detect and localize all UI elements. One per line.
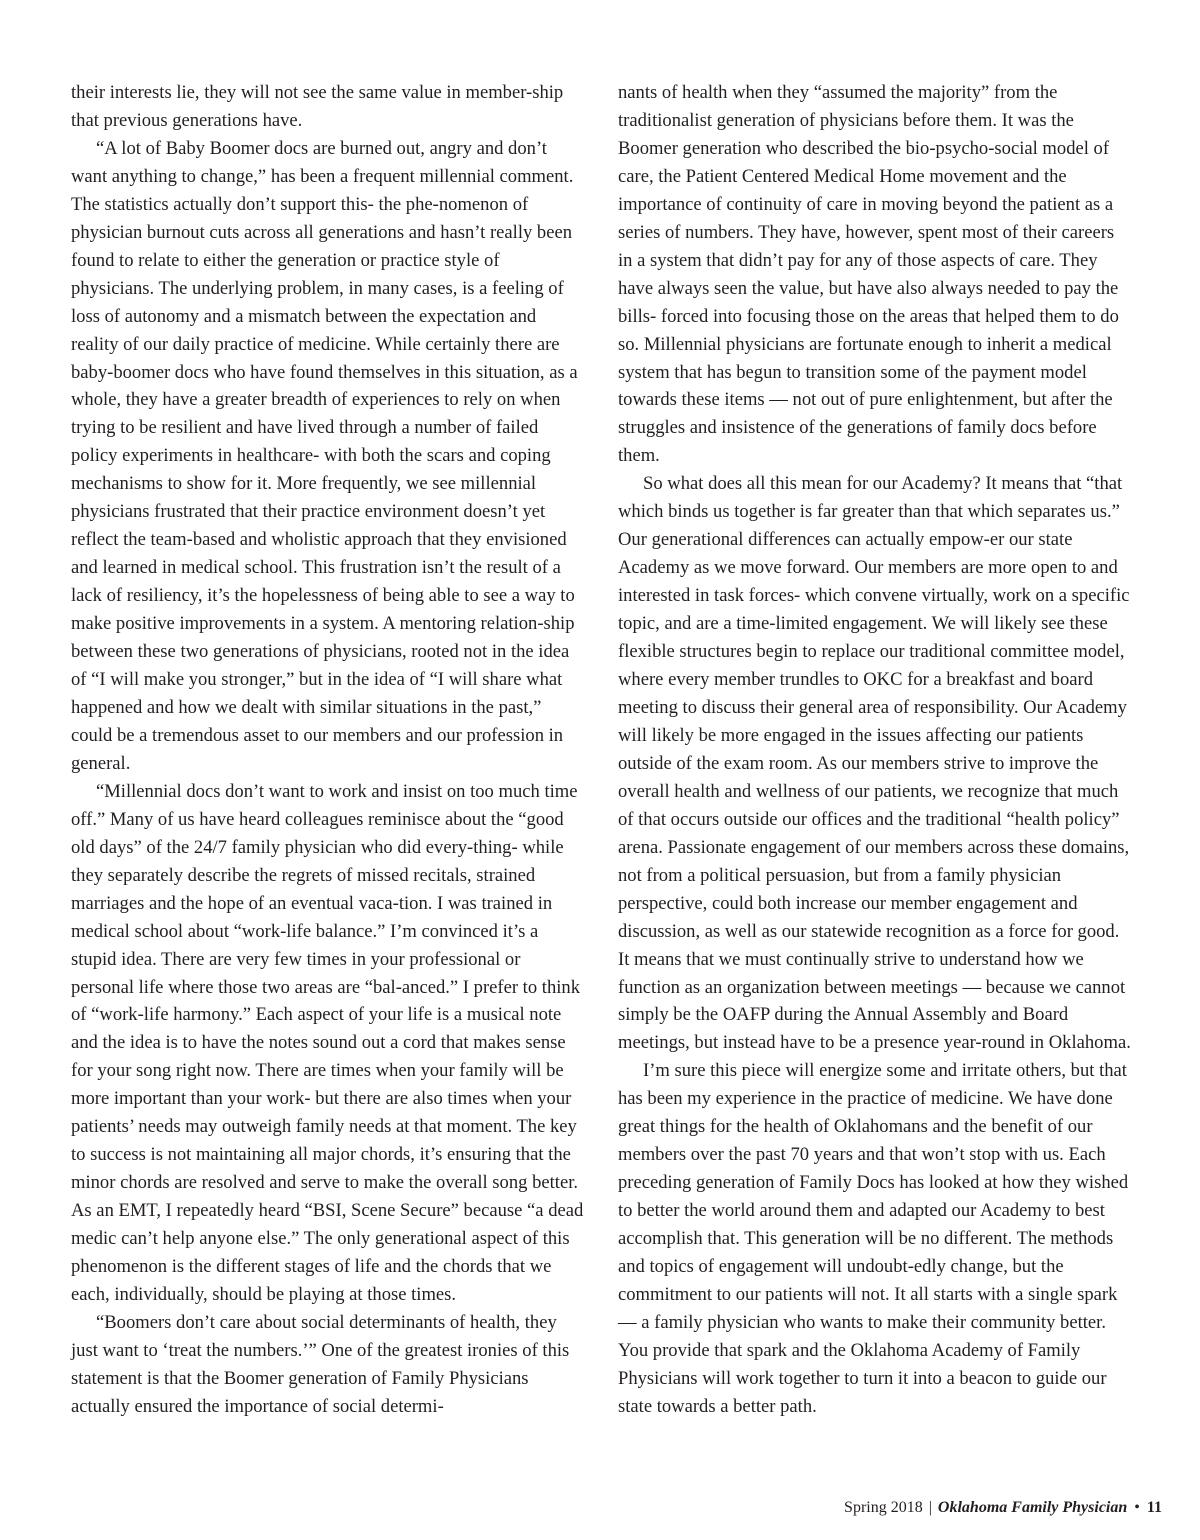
page-number: 11 <box>1146 1499 1162 1516</box>
paragraph: “Boomers don’t care about social determinants of health, they just want to ‘treat the numbers.’” One of the greatest ironies of this statement is that the Boomer generation of Family Physicians actually ensured the importance of social determi- <box>71 1311 570 1417</box>
footer-separator: | <box>928 1499 932 1516</box>
issue-date: Spring 2018 <box>844 1499 923 1516</box>
article-column-left <box>71 79 585 1421</box>
paragraph: “A lot of Baby Boomer docs are burned out, angry and don’t want anything to change,” has been a frequent millennial comment. The statistics actually don’t support this- the phe-nomenon of physician burnout cuts across all generations and hasn’t really been found to relate to either the generation or practice style of physicians. The underlying problem, in many cases, is a feeling of loss of autonomy and a mismatch between the expectation and reality of our daily practice of medicine. While certainly there are baby-boomer docs who have found themselves in this situation, as a whole, they have a greater breadth of experiences to rely on when trying to be resilient and have lived through a number of failed policy experiments in healthcare- with both the scars and coping mechanisms to show for it. More frequently, we see millennial physicians frustrated that their practice environment doesn’t yet reflect the team-based and wholistic approach that they envisioned and learned in medical school. This frustration isn’t the result of a lack of resiliency, it’s the hopelessness of being able to see a way to make positive improvements in a system. A mentoring relation-ship between these two generations of physicians, rooted not in the idea of “I will make you stronger,” but in the idea of “I will share what happened and how we dealt with similar situations in the past,” could be a tremendous asset to our members and our profession in general. <box>71 137 578 774</box>
article-column-right <box>618 79 1132 1421</box>
page-footer <box>844 1497 1162 1519</box>
paragraph: So what does all this mean for our Academy? It means that “that which binds us together is far greater than that which separates us.” Our generational differences can actually empow-er our state Academy as we move forward. Our members are more open to and interested in task forces- which convene virtually, work on a specific topic, and are a time-limited engagement. We will likely see these flexible structures begin to replace our traditional committee model, where every member trundles to OKC for a breakfast and board meeting to discuss their general area of responsibility. Our Academy will likely be more engaged in the issues affecting our patients outside of the exam room. As our members strive to improve the overall health and wellness of our patients, we recognize that much of that occurs outside our offices and the traditional “health policy” arena. Passionate engagement of our members across these domains, not from a political persuasion, but from a family physician perspective, could both increase our member engagement and discussion, as well as our statewide recognition as a force for good. It means that we must continually strive to understand how we function as an organization between meetings — because we cannot simply be the OAFP during the Annual Assembly and Board meetings, but instead have to be a presence year-round in Oklahoma. <box>618 473 1131 1054</box>
paragraph: I’m sure this piece will energize some and irritate others, but that has been my experience in the practice of medicine. We have done great things for the health of Oklahomans and the benefit of our members over the past 70 years and that won’t stop with us. Each preceding generation of Family Docs has looked at how they wished to better the world around them and adapted our Academy to best accomplish that. This generation will be no different. The methods and topics of engagement will undoubt-edly change, but the commitment to our patients will not. It all starts with a single spark — a family physician who wants to make their community better. You provide that spark and the Oklahoma Academy of Family Physicians will work together to turn it into a beacon to guide our state towards a better path. <box>618 1060 1129 1417</box>
paragraph: nants of health when they “assumed the majority” from the traditionalist generation of physicians before them. It was the Boomer generation who described the bio-psycho-social model of care, the Patient Centered Medical Home movement and the importance of continuity of care in moving beyond the patient as a series of numbers. They have, however, spent most of their careers in a system that didn’t pay for any of those aspects of care. They have always seen the value, but have also always needed to pay the bills- forced into focusing those on the areas that helped them to do so. Millennial physicians are fortunate enough to inherit a medical system that has begun to transition some of the payment model towards these items — not out of pure enlightenment, but after the struggles and insistence of the generations of family docs before them. <box>618 82 1119 467</box>
footer-bullet: • <box>1134 1499 1140 1516</box>
paragraph: their interests lie, they will not see the same value in member-ship that previous generations have. <box>71 82 564 131</box>
publication-title: Oklahoma Family Physician <box>937 1499 1128 1516</box>
paragraph: “Millennial docs don’t want to work and insist on too much time off.” Many of us have heard colleagues reminisce about the “good old days” of the 24/7 family physician who did every-thing- while they separately describe the regrets of missed recitals, strained marriages and the hope of an eventual vaca-tion. I was trained in medical school about “work-life balance.” I’m convinced it’s a stupid idea. There are very few times in your professional or personal life where those two areas are “bal-anced.” I prefer to think of “work-life harmony.” Each aspect of your life is a musical note and the idea is to have the notes sound out a cord that makes sense for your song right now. There are times when your family will be more important than your work- but there are also times when your patients’ needs may outweigh family needs at that moment. The key to success is not maintaining all major chords, it’s ensuring that the minor chords are resolved and serve to make the overall song better. As an EMT, I repeatedly heard “BSI, Scene Secure” because “a dead medic can’t help anyone else.” The only generational aspect of this phenomenon is the different stages of life and the chords that we each, individually, should be playing at those times. <box>71 780 584 1305</box>
